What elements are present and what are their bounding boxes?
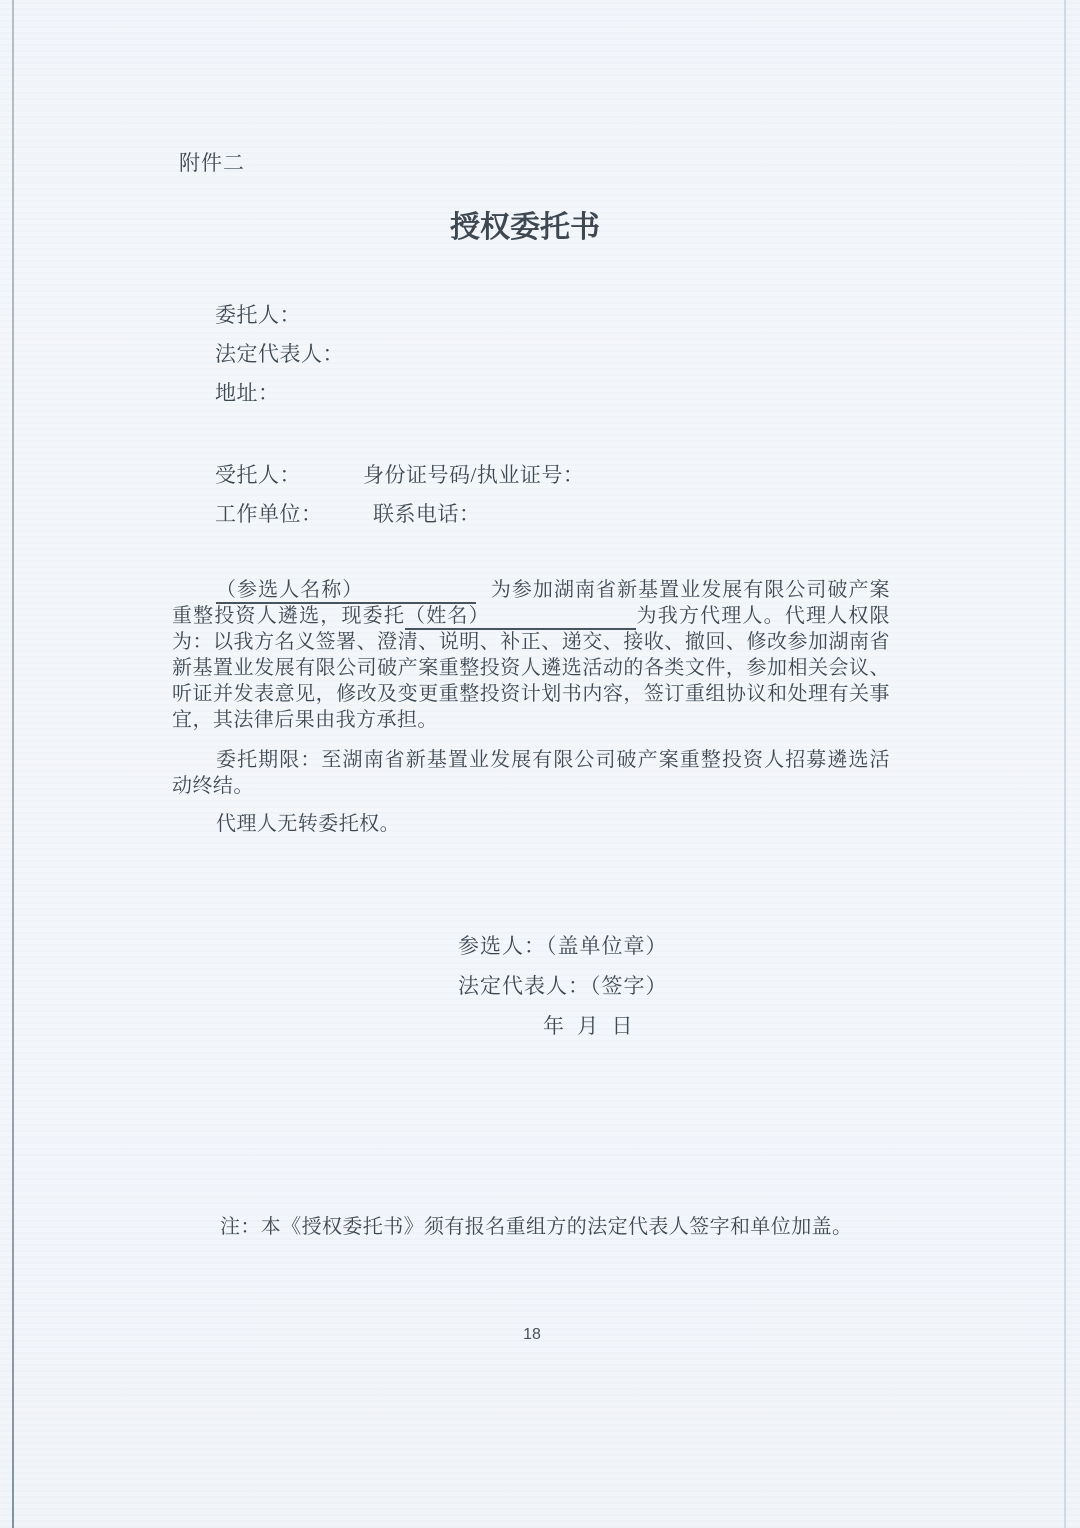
work-unit-label: 工作单位：	[215, 502, 323, 526]
signature-block	[458, 926, 668, 1046]
trustee-row	[215, 495, 584, 534]
blank-underline	[490, 620, 636, 622]
address-label: 地址：	[215, 381, 280, 405]
authorization-body	[172, 577, 890, 837]
blank-underline	[363, 594, 476, 596]
agent-name-blank	[405, 605, 636, 630]
authorization-text-1: 为参加湖南省新基置业发展有限公司破产案重整投资人遴选，现委托	[172, 579, 890, 627]
legal-rep-label: 法定代表人：	[215, 342, 344, 366]
candidate-signature-line: 参选人：（盖单位章）	[458, 934, 668, 958]
trustee-block	[215, 456, 584, 534]
date-line: 年 月 日	[543, 1014, 634, 1038]
attachment-label: 附件二	[179, 151, 245, 175]
trustee-label: 受托人：	[215, 463, 301, 487]
phone-label: 联系电话：	[373, 502, 481, 526]
authorization-text-2: 为我方代理人。代理人权限为：以我方名义签署、澄清、说明、补正、递交、接收、撤回、修改参加湖南省新基置业发展有限公司破产案重整投资人遴选活动的各类文件，参加相关会议、听证并发表意见，修改及变更重整投资计划书内容，签订重组协议和处理有关事宜，其法律后果由我方承担。	[172, 605, 890, 731]
trustee-row	[215, 456, 584, 495]
principal-block	[215, 296, 344, 413]
document-title: 授权委托书	[450, 211, 600, 244]
id-number-label: 身份证号码/执业证号：	[363, 463, 585, 487]
term-paragraph: 委托期限：至湖南省新基置业发展有限公司破产案重整投资人招募遴选活动终结。	[172, 749, 890, 797]
footnote: 注：本《授权委托书》须有报名重组方的法定代表人签字和单位加盖。	[220, 1216, 853, 1238]
principal-label: 委托人：	[215, 303, 301, 327]
authorization-paragraph	[172, 577, 890, 733]
page-number: 18	[523, 1326, 541, 1343]
agent-name-blank-label: （姓名）	[405, 605, 490, 627]
candidate-name-blank	[216, 579, 476, 604]
no-subdelegation-paragraph: 代理人无转委托权。	[216, 813, 401, 835]
legal-rep-signature-line: 法定代表人：（签字）	[458, 974, 668, 998]
candidate-name-blank-label: （参选人名称）	[216, 579, 364, 601]
